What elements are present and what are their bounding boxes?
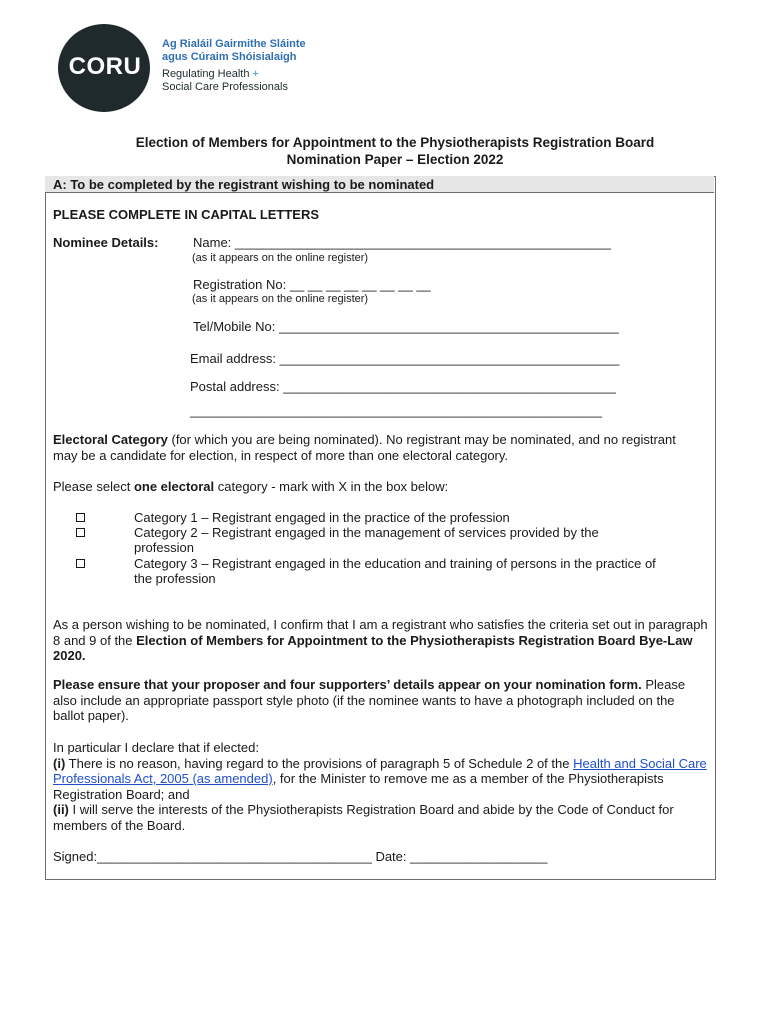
logo-english-line-1: Regulating Health +: [162, 68, 259, 80]
nominee-details-label: Nominee Details:: [53, 235, 159, 250]
confirmation-text: As a person wishing to be nominated, I confirm that I am a registrant who satisfies the criteria set out in paragraph 8 and 9 of the Election of Members for Appointment to the Physiotherapists Registration Board Bye-Law 2020.: [53, 617, 708, 663]
ensure-text: Please ensure that your proposer and four supporters’ details appear on your nomination form. Please also include an appropriate passport style photo (if the nominee wants to have a photograph included on the ballot paper).: [53, 677, 686, 723]
postal-address-line-2[interactable]: _________________________________________________________: [190, 403, 603, 418]
page-title-line-1: Election of Members for Appointment to the Physiotherapists Registration Board: [135, 135, 655, 150]
declaration-text: In particular I declare that if elected: (i) There is no reason, having regard to the provisions of paragraph 5 of Schedule 2 of the Health and Social Care Professionals Act, 2005 (as amended), for the Minister to remove me as a member of the Physiotherapists Registration Board; and (ii) I will serve the interests of the Physiotherapists Registration Board and abide by the Code of Conduct for members of the Board.: [53, 740, 707, 833]
postal-address-field[interactable]: Postal address: ______________________________________________: [190, 379, 616, 394]
act-link[interactable]: Health and Social Care Professionals Act, 2005 (as amended): [53, 755, 707, 786]
category-1-label: Category 1 – Registrant engaged in the practice of the profession: [134, 510, 510, 525]
name-field[interactable]: Name: ____________________________________________________: [193, 235, 611, 250]
category-3-label-cont: the profession: [134, 571, 216, 586]
logo-wordmark: CORU: [68, 53, 142, 80]
name-note: (as it appears on the online register): [192, 252, 369, 264]
category-1-checkbox[interactable]: [76, 513, 85, 522]
category-2-label-cont: profession: [134, 540, 194, 555]
select-instruction: Please select one electoral category - mark with X in the box below:: [53, 479, 449, 494]
plus-icon: +: [252, 68, 259, 80]
registration-number-field[interactable]: Registration No: __ __ __ __ __ __ __ __: [193, 277, 431, 292]
logo-english-line-2: Social Care Professionals: [162, 81, 288, 93]
category-2-checkbox[interactable]: [76, 528, 85, 537]
category-2-label: Category 2 – Registrant engaged in the management of services provided by the: [134, 525, 599, 540]
section-a-header: A: To be completed by the registrant wishing to be nominated: [53, 177, 435, 192]
registration-note: (as it appears on the online register): [192, 293, 369, 305]
signature-date-line[interactable]: Signed:______________________________________ Date: ___________________: [53, 849, 548, 864]
tel-mobile-field[interactable]: Tel/Mobile No: _______________________________________________: [193, 319, 619, 334]
category-3-checkbox[interactable]: [76, 559, 85, 568]
logo-irish-line-1: Ag Rialáil Gairmithe Sláinte: [162, 38, 306, 50]
electoral-category-text: Electoral Category (for which you are being nominated). No registrant may be nominated, and no registrant may be a candidate for election, in respect of more than one electoral category.: [53, 432, 676, 463]
page-title-line-2: Nomination Paper – Election 2022: [286, 152, 504, 167]
capitals-note: PLEASE COMPLETE IN CAPITAL LETTERS: [53, 207, 320, 222]
category-3-label: Category 3 – Registrant engaged in the education and training of persons in the practice of: [134, 556, 656, 571]
email-field[interactable]: Email address: _______________________________________________: [190, 351, 620, 366]
logo-irish-line-2: agus Cúraim Shóisialaigh: [162, 51, 297, 63]
